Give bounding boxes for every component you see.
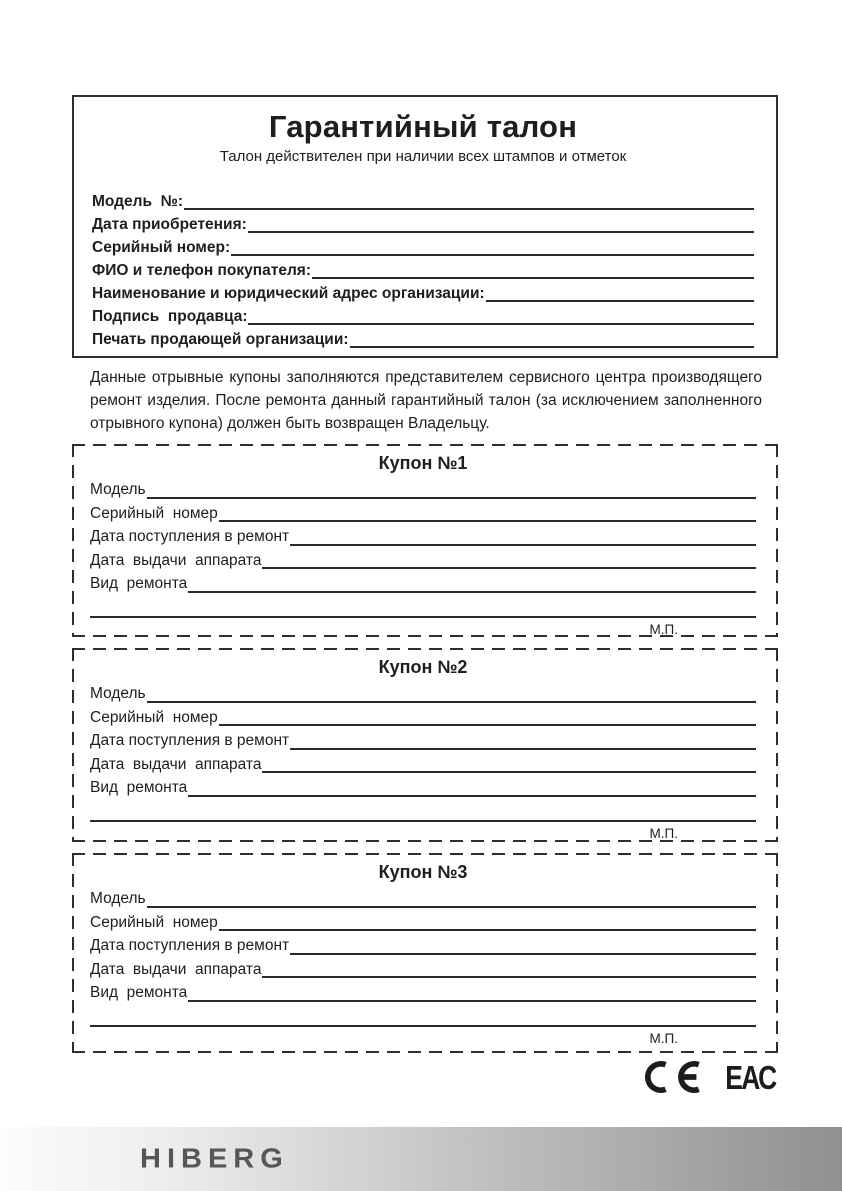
- field-label: Модель №:: [92, 193, 184, 210]
- coupon-title: Купон №1: [378, 453, 468, 473]
- field-row-organization: [92, 282, 754, 305]
- field-line: [188, 591, 756, 593]
- field-line: [219, 929, 756, 931]
- field-label: Модель: [90, 685, 146, 702]
- field-label: Дата выдачи аппарата: [90, 755, 262, 773]
- coupon-1: [72, 444, 778, 637]
- field-row-repair-type: [90, 981, 756, 1005]
- field-line: [231, 254, 754, 256]
- field-row-repair-received-date: [90, 729, 756, 753]
- field-row-model: [90, 478, 756, 502]
- field-row-model: [90, 887, 756, 911]
- ce-mark-icon: [641, 1061, 705, 1093]
- field-row-seller-signature: [92, 305, 754, 328]
- field-line: [147, 906, 756, 908]
- field-label: Вид ремонта: [90, 984, 188, 1001]
- field-label: Модель: [90, 890, 146, 907]
- field-line: [486, 300, 754, 302]
- field-line: [350, 346, 754, 348]
- field-row-repair-received-date: [90, 525, 756, 549]
- field-label: Вид ремонта: [90, 575, 188, 592]
- eac-mark: ЕАС: [725, 1058, 776, 1096]
- field-label: Печать продающей организации:: [92, 331, 349, 348]
- field-row-purchase-date: [92, 213, 754, 236]
- coupon-title: Купон №2: [378, 657, 468, 677]
- field-line: [262, 567, 756, 569]
- blank-line: [90, 616, 756, 618]
- field-line: [262, 771, 756, 773]
- field-row-buyer-name-phone: [92, 259, 754, 282]
- field-label: Серийный номер: [90, 708, 218, 726]
- field-row-model: [90, 682, 756, 706]
- stamp-label: М.П.: [649, 621, 678, 637]
- field-row-device-issue-date: [90, 549, 756, 573]
- field-line: [248, 323, 754, 325]
- coupon-2: [72, 648, 778, 842]
- field-label: Модель: [90, 481, 146, 498]
- coupon-title: Купон №3: [378, 862, 468, 882]
- brand-logo: HIBERG: [140, 1143, 289, 1174]
- field-line: [290, 748, 756, 750]
- field-label: Вид ремонта: [90, 779, 188, 796]
- field-row-serial-number: [90, 911, 756, 935]
- field-line: [290, 953, 756, 955]
- field-label: Дата поступления в ремонт: [90, 937, 290, 954]
- blank-line: [90, 820, 756, 822]
- field-line: [312, 277, 754, 279]
- field-line: [219, 724, 756, 726]
- field-line: [147, 497, 756, 499]
- footer-bar: [0, 1127, 842, 1191]
- field-label: Наименование и юридический адрес организации:: [92, 285, 485, 302]
- field-label: ФИО и телефон покупателя:: [92, 262, 311, 279]
- field-line: [188, 795, 756, 797]
- stamp-label: М.П.: [649, 825, 678, 841]
- field-row-repair-type: [90, 572, 756, 596]
- field-line: [184, 208, 754, 210]
- field-label: Серийный номер:: [92, 239, 231, 256]
- field-row-repair-received-date: [90, 934, 756, 958]
- field-row-serial-number: [90, 502, 756, 526]
- field-line: [290, 544, 756, 546]
- field-line: [147, 701, 756, 703]
- warranty-title: Гарантийный талон: [268, 109, 578, 144]
- field-label: Дата выдачи аппарата: [90, 960, 262, 978]
- field-row-device-issue-date: [90, 958, 756, 982]
- field-label: Дата поступления в ремонт: [90, 528, 290, 545]
- field-label: Подпись продавца:: [92, 308, 248, 325]
- blank-line: [90, 1025, 756, 1027]
- field-line: [219, 520, 756, 522]
- stamp-label: М.П.: [649, 1030, 678, 1046]
- field-line: [262, 976, 756, 978]
- field-label: Серийный номер: [90, 913, 218, 931]
- field-label: Дата приобретения:: [92, 216, 247, 233]
- field-line: [248, 231, 754, 233]
- field-row-device-issue-date: [90, 753, 756, 777]
- field-line: [188, 1000, 756, 1002]
- coupon-3: [72, 853, 778, 1053]
- field-row-seller-stamp: [92, 328, 754, 351]
- field-row-serial-number: [92, 236, 754, 259]
- field-label: Серийный номер: [90, 504, 218, 522]
- warranty-box: [72, 95, 778, 358]
- field-label: Дата поступления в ремонт: [90, 732, 290, 749]
- notice-paragraph: Данные отрывные купоны заполняются представителем сервисного центра производящего ремонт изделия. После ремонта данный гарантийный талон (за исключением заполненного отрывного купона) должен быть возвращен Владельцу.: [90, 369, 762, 432]
- field-row-model: [92, 190, 754, 213]
- certification-marks: [641, 1060, 782, 1094]
- warranty-subtitle: Талон действителен при наличии всех штампов и отметок: [219, 148, 627, 165]
- field-row-repair-type: [90, 776, 756, 800]
- field-row-serial-number: [90, 706, 756, 730]
- field-label: Дата выдачи аппарата: [90, 551, 262, 569]
